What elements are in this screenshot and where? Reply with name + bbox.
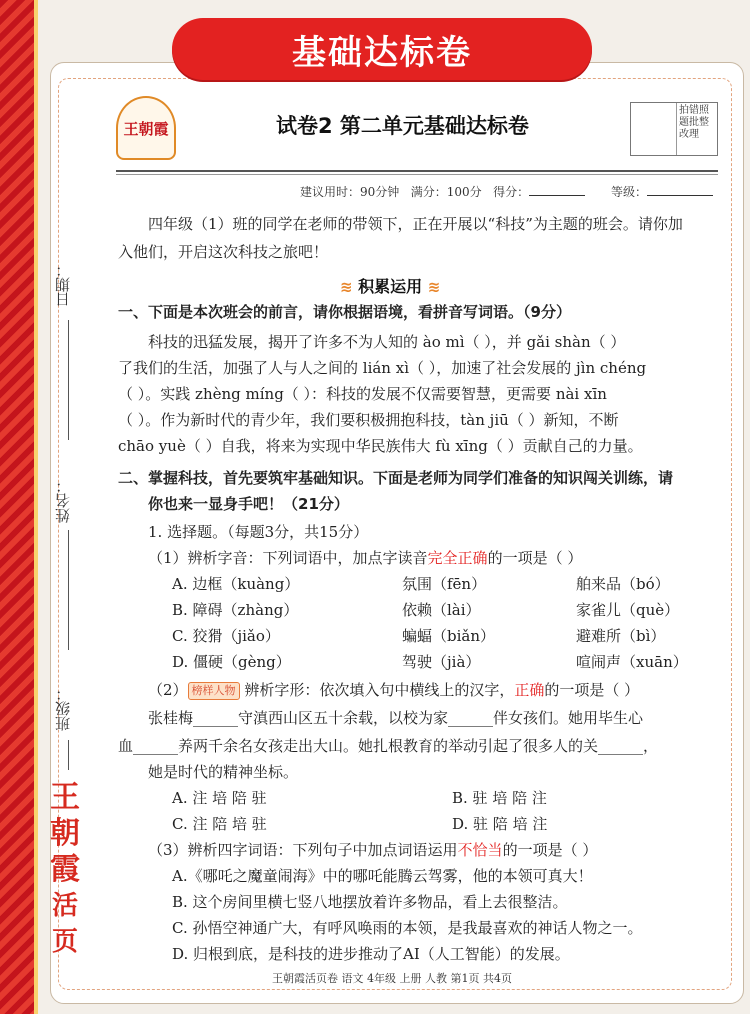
intro-line-2: 入他们，开启这次科技之旅吧！	[118, 243, 329, 261]
side-label-date: 日期：	[54, 262, 72, 307]
p2-line-3: 她是时代的精神坐标。	[148, 763, 299, 781]
header-rule	[116, 170, 718, 172]
p2-opt-b: B. 驻 培 陪 注	[452, 789, 547, 807]
p1-d-2: 驾驶（jià）	[402, 653, 481, 671]
q2-heading-1: 二、掌握科技，首先要筑牢基础知识。下面是老师为同学们准备的知识闯关训练，请	[118, 469, 674, 487]
p1-c-3: 避难所（bì）	[576, 627, 666, 645]
side-line-class	[68, 740, 69, 770]
q1-line-3: （ ）。实践 zhèng míng（ ）：科技的发展不仅需要智慧，更需要 nài xīn	[118, 385, 607, 403]
page-footer: 王朝霞活页卷 语文 4年级 上册 人教 第1页 共4页	[272, 972, 512, 985]
photo-correction-box: 拍错照题批整改理	[630, 102, 718, 156]
p3-opt-c: C. 孙悟空神通广大，有呼风唤雨的本领，是我最喜欢的神话人物之一。	[172, 919, 643, 937]
p1-d-3: 喧闹声（xuān）	[576, 653, 688, 671]
p1-a-3: 舶来品（bó）	[576, 575, 670, 593]
header-rule-thin	[116, 174, 718, 175]
exam-meta: 建议用时：90分钟 满分：100分 得分： 等级：	[300, 183, 713, 200]
p1-c-2: 蝙蝠（biǎn）	[402, 627, 496, 645]
left-stripe-border	[34, 0, 38, 1014]
q2-p2-stem: （2） 榜样人物 辨析字形：依次填入句中横线上的汉字，正确的一项是（ ）	[148, 681, 640, 699]
left-decorative-stripe	[0, 0, 37, 1014]
p1-b-2: 依赖（lài）	[402, 601, 481, 619]
q2-sub1: 1. 选择题。（每题3分，共15分）	[148, 523, 369, 541]
exam-title: 试卷2 第二单元基础达标卷	[276, 114, 529, 138]
side-label-class: 班级：	[54, 686, 72, 731]
p3-opt-d: D. 归根到底，是科技的进步推动了AI（人工智能）的发展。	[172, 945, 570, 963]
p1-c-1: C. 狡猾（jiǎo）	[172, 627, 280, 645]
q1-line-2: 了我们的生活，加强了人与人之间的 lián xì（ ），加速了社会发展的 jìn chéng	[118, 359, 647, 377]
intro-line-1: 四年级（1）班的同学在老师的带领下，正在开展以“科技”为主题的班会。请你加	[148, 215, 683, 233]
brand-vertical: 王 朝 霞 活 页	[50, 780, 80, 957]
role-model-tag: 榜样人物	[188, 682, 240, 700]
p2-line-2: 血______养两千余名女孩走出大山。她扎根教育的举动引起了很多人的关______，	[118, 737, 659, 755]
p2-opt-d: D. 驻 陪 培 注	[452, 815, 548, 833]
brand-logo: 王朝霞	[116, 96, 176, 160]
p1-d-1: D. 僵硬（gèng）	[172, 653, 291, 671]
banner-title: 基础达标卷	[172, 18, 592, 80]
q2-p1-stem: （1）辨析字音：下列词语中，加点字读音完全正确的一项是（ ）	[148, 549, 583, 567]
side-line-name	[68, 530, 69, 650]
p1-b-3: 家雀儿（què）	[576, 601, 680, 619]
exam-header	[116, 96, 718, 166]
q2-p3-stem: （3）辨析四字词语：下列句子中加点词语运用不恰当的一项是（ ）	[148, 841, 598, 859]
q2-heading-2: 你也来一显身手吧！（21分）	[148, 495, 349, 513]
q1-line-5: chāo yuè（ ）自我，将来为实现中华民族伟大 fù xīng（ ）贡献自己的力量。	[118, 437, 643, 455]
q1-line-4: （ ）。作为新时代的青少年，我们要积极拥抱科技，tàn jiū（ ）新知，不断	[118, 411, 619, 429]
q1-heading: 一、下面是本次班会的前言，请你根据语境，看拼音写词语。（9分）	[118, 303, 571, 321]
p1-a-2: 氛围（fēn）	[402, 575, 487, 593]
p1-b-1: B. 障碍（zhàng）	[172, 601, 299, 619]
p3-opt-a: A.《哪吒之魔童闹海》中的哪吒能腾云驾雾，他的本领可真大！	[172, 867, 593, 885]
p2-line-1: 张桂梅______守滇西山区五十余载，以校为家______伴女孩们。她用毕生心	[148, 709, 644, 727]
side-line-date	[68, 320, 69, 440]
side-label-name: 姓名：	[54, 478, 72, 523]
p1-a-1: A. 边框（kuàng）	[172, 575, 300, 593]
p2-opt-c: C. 注 陪 培 驻	[172, 815, 267, 833]
p2-opt-a: A. 注 培 陪 驻	[172, 789, 267, 807]
p3-opt-b: B. 这个房间里横七竖八地摆放着许多物品，看上去很整洁。	[172, 893, 568, 911]
section-heading: ≋ 积累运用 ≋	[340, 277, 441, 296]
q1-line-1: 科技的迅猛发展，揭开了许多不为人知的 ào mì（ ），并 gǎi shàn（ ）	[148, 333, 626, 351]
